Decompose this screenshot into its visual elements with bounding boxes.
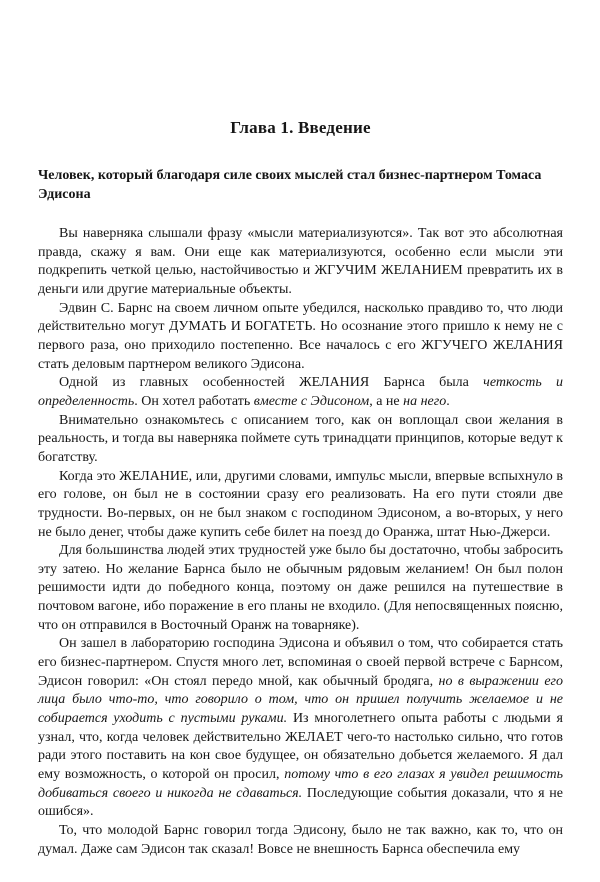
text-run: Когда это ЖЕЛАНИЕ, или, другими словами, импульс мысли, впервые вспыхнуло в его голове, он был не в состоянии сразу его реализовать. На его пути стояли две трудности. Во-первых, он не был знаком с господином Эдисоном, а во-вторых, у него не было денег, чтобы даже купить себе билет на поезд до Оранжа, штат Нью-Джерси. xyxy=(38,468,563,540)
text-run: Он зашел в лабораторию господина Эдисона и объявил о том, что собирается стать его бизнес-партнером. Спустя много лет, вспоминая о своей первой встрече с Барнсом, Эдисон говорил: «Он стоял передо мной, как обычный бродяга, xyxy=(38,636,563,689)
italic-text-run: вместе с Эдисоном xyxy=(253,393,370,409)
paragraph xyxy=(38,225,563,300)
italic-text-run: потому что в его глазах я увидел решимость добиваться своего и никогда не сдаваться. xyxy=(38,767,563,801)
italic-text-run: четкость и определенность xyxy=(38,375,564,409)
italic-text-run: но в выражении его лица было что-то, что говорило о том, что он пришел получить желаемое и не собирается уходить с пустыми руками. xyxy=(38,673,563,727)
paragraph xyxy=(38,468,563,543)
italic-text-run: на него xyxy=(403,393,447,409)
paragraph xyxy=(38,374,563,411)
paragraph xyxy=(38,412,563,468)
text-run: Для большинства людей этих трудностей уже было бы достаточно, чтобы забросить эту затею. Но желание Барнса было не обычным рядовым желанием! Он был полон решимости идти до победного конца, поэтому он даже решился на путешествие в почтовом вагоне, ибо поражение в его планы не входило. (Для непосвященных поясню, что он отправился в Восточный Оранж на товарняке). xyxy=(38,543,563,633)
text-run: То, что молодой Барнс говорил тогда Эдисону, было не так важно, как то, что он думал. Даже сам Эдисон так сказал! Вовсе не внешность Барнса обеспечила ему xyxy=(38,823,563,857)
text-run: Из многолетнего опыта работы с людьми я узнал, что, когда человек действительно ЖЕЛАЕТ чего-то настолько сильно, что готов ради этого поставить на кон свое будущее, он обязательно добьется желаемого. Я дал ему возможность, о которой он просил, xyxy=(38,711,563,783)
paragraph xyxy=(38,635,563,822)
paragraph xyxy=(38,822,563,859)
text-run: Последующие события доказали, что я не ошибся». xyxy=(38,785,563,820)
paragraph xyxy=(38,542,563,635)
paragraph xyxy=(38,300,563,375)
text-run: Вы наверняка слышали фразу «мысли материализуются». Так вот это абсолютная правда, скажу я вам. Они еще как материализуются, особенно если мысли эти подкрепить четкой целью, настойчивостью и ЖГУЧИМ ЖЕЛАНИЕМ превратить их в деньги или другие материальные объекты. xyxy=(38,226,563,297)
chapter-subtitle: Человек, который благодаря силе своих мыслей стал бизнес-партнером Томаса Эдисона xyxy=(38,168,542,202)
text-run: , а не xyxy=(369,393,404,409)
text-run: Одной из главных особенностей ЖЕЛАНИЯ Барнса была xyxy=(59,375,484,391)
text-run: . xyxy=(446,393,450,409)
chapter-title: Глава 1. Введение xyxy=(230,118,371,137)
text-run: Эдвин С. Барнс на своем личном опыте убедился, насколько правдиво то, что люди действительно могут ДУМАТЬ И БОГАТЕТЬ. Но осознание этого пришло к нему не с первого раза, оно приходило постепенно. Все началось с его ЖГУЧЕГО ЖЕЛАНИЯ стать деловым партнером великого Эдисона. xyxy=(38,300,563,372)
text-run: Внимательно ознакомьтесь с описанием того, как он воплощал свои желания в реальность, и тогда вы наверняка поймете суть тринадцати принципов, которые ведут к богатству. xyxy=(38,412,563,465)
body-text xyxy=(38,225,563,859)
text-run: . Он хотел работать xyxy=(134,393,254,409)
